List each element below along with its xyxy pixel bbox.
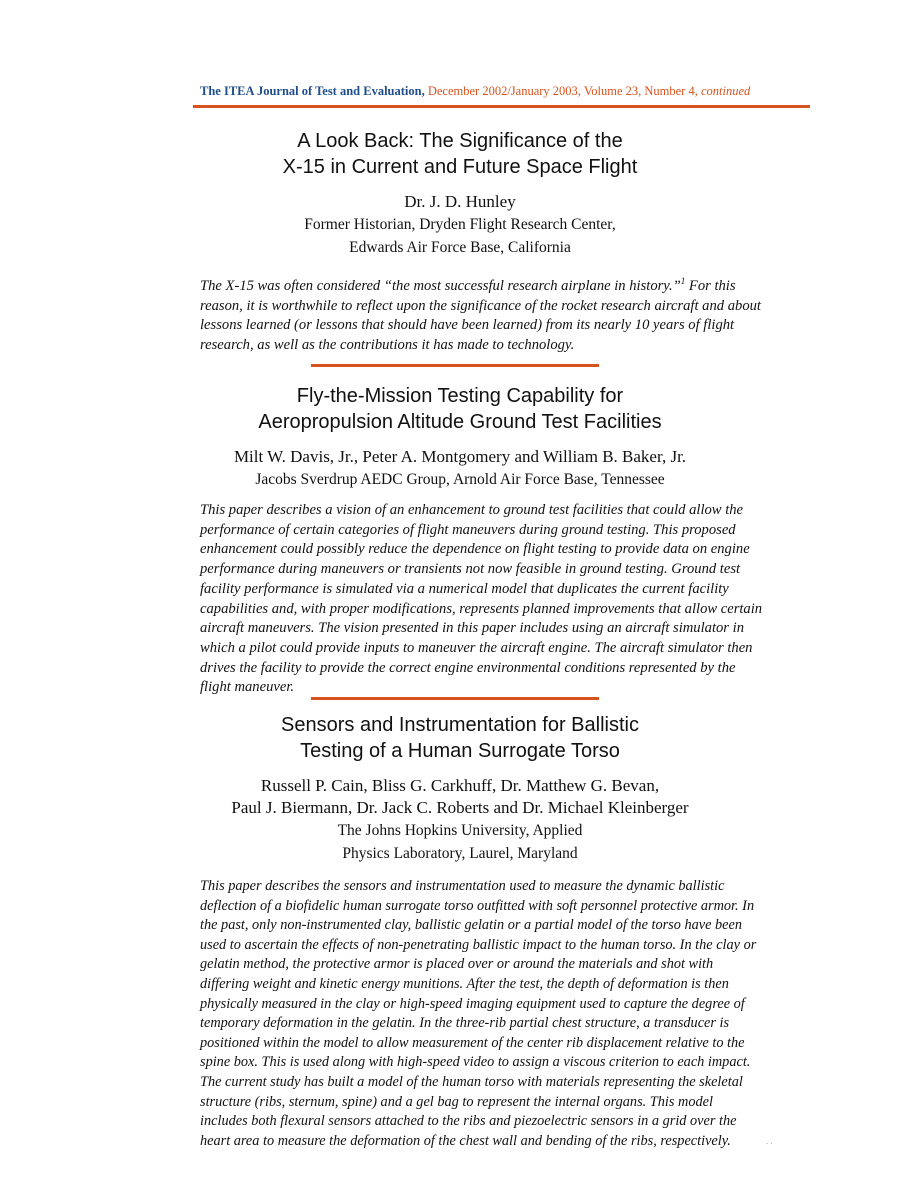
article-1-abstract: The X-15 was often considered “the most successful research airplane in history.”$^1$ For this reason, it is worthwhile to reflect upon the significance of the rocket research aircraft and about lessons learned (or lessons that should have been learned) from its nearly 10 years of flight research, as well as the contributions it has made to technology. (200, 276, 761, 353)
article-3-abstract: This paper describes the sensors and instrumentation used to measure the dynamic ballistic deflection of a biofidelic human surrogate torso outfitted with soft personnel protective armor. In the past, only non-instrumented clay, ballistic gelatin or a partial model of the torso have been used to ascertain the effects of non-penetrating ballistic impact to the human torso. In the clay or gelatin method, the protective armor is placed over or around the materials and shot with differing weight and kinetic energy munitions. After the test, the depth of deformation is then physically measured in the clay or high-speed imaging equipment used to capture the degree of temporary deformation in the gelatin. In the three-rib partial chest structure, a transducer is positioned within the model to allow measurement of the center rib displacement relative to the spine box. This is used along with high-speed video to assign a viscous criterion to each impact. The current study has built a model of the human torso with materials representing the skeletal structure (ribs, sternum, spine) and a gel bag to represent the internal organs. This model includes both flexural sensors attached to the ribs and piezoelectric sensors in a grid over the heart area to measure the deformation of the chest wall and bending of the ribs, respectively. (200, 878, 757, 1149)
section-divider-2 (311, 697, 599, 700)
journal-header (200, 84, 810, 99)
article-2-abstract: This paper describes a vision of an enhancement to ground test facilities that could allow the performance of certain categories of flight maneuvers during ground testing. This proposed enhancement could possibly reduce the dependence on flight testing to provide data on engine performance during maneuvers or transients not now feasible in ground testing. Ground test facility performance is simulated via a numerical model that duplicates the current facility capabilities and, with proper modifications, represents planned improvements that allow certain aircraft maneuvers. The vision presented in this paper includes using an aircraft simulator in which a pilot could provide inputs to maneuver the aircraft engine. The aircraft simulator then drives the facility to provide the correct engine environmental conditions represented by the flight maneuver. (200, 502, 763, 696)
article-3-authors: Russell P. Cain, Bliss G. Carkhuff, Dr. Matthew G. Bevan, Paul J. Biermann, Dr. Jack C. Roberts and Dr. Michael Kleinberger (231, 776, 689, 817)
article-3 (0, 712, 920, 1151)
journal-name: The ITEA Journal of Test and Evaluation, (200, 84, 425, 98)
article-1-title: A Look Back: The Significance of the X-15 in Current and Future Space Flight (282, 130, 638, 178)
article-3-affiliation: The Johns Hopkins University, Applied Physics Laboratory, Laurel, Maryland (337, 822, 583, 862)
continued-label: continued (700, 84, 751, 98)
section-divider-1 (311, 364, 599, 367)
article-1-authors: Dr. J. D. Hunley (404, 192, 516, 211)
issue-info: December 2002/January 2003, Volume 23, Number 4, (427, 84, 698, 98)
article-1-affiliation: Former Historian, Dryden Flight Research Center, Edwards Air Force Base, California (304, 216, 616, 256)
article-2-title: Fly-the-Mission Testing Capability for Aeropropulsion Altitude Ground Test Facilities (258, 385, 662, 433)
page-mark: · · (766, 1140, 773, 1148)
article-2-authors: Milt W. Davis, Jr., Peter A. Montgomery and William B. Baker, Jr. (233, 447, 687, 466)
article-2 (0, 383, 920, 698)
article-2-affiliation: Jacobs Sverdrup AEDC Group, Arnold Air Force Base, Tennessee (255, 471, 665, 488)
article-1 (0, 128, 920, 356)
header-rule (193, 105, 810, 108)
article-3-title: Sensors and Instrumentation for Ballistic Testing of a Human Surrogate Torso (281, 714, 639, 762)
